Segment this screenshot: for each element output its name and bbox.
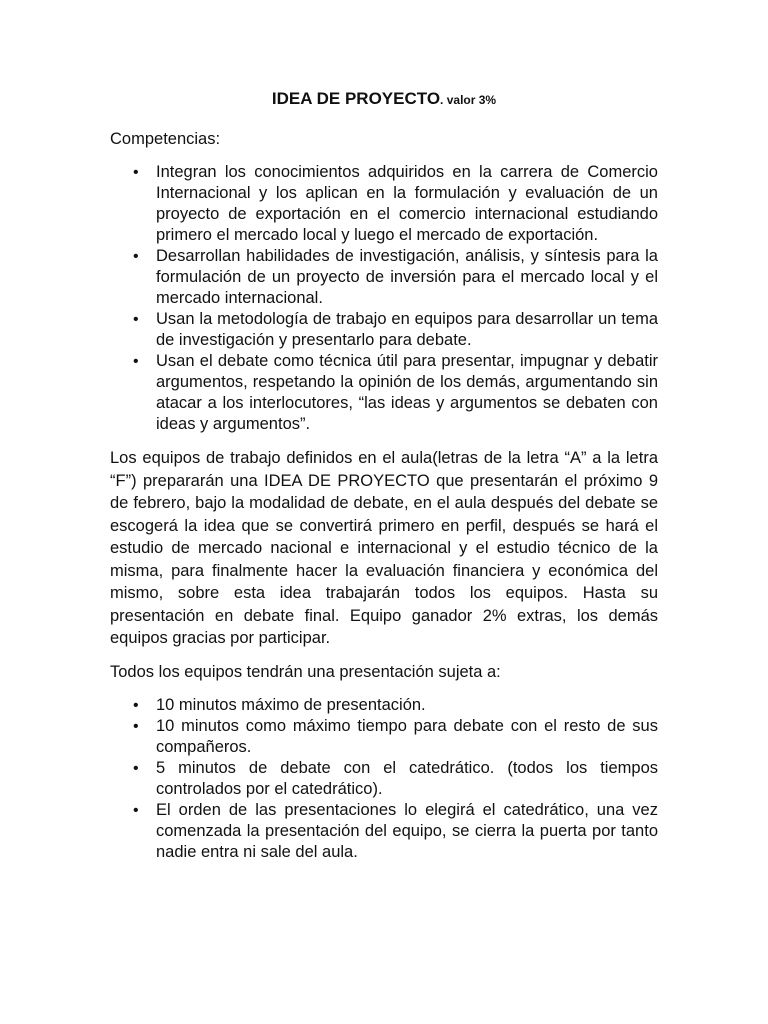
list-item [110, 716, 658, 758]
bullet-icon: • [133, 164, 139, 181]
bullet-icon: • [133, 717, 139, 735]
list-item-text: Integran los conocimientos adquiridos en la carrera de Comercio Internacional y los aplican en la formulación y evaluación de un proyecto de exportación en el comercio internacional estudiando primero el mercado local y luego el mercado de exportación. [156, 163, 658, 244]
bullet-icon: • [133, 696, 139, 714]
list-item [110, 800, 658, 863]
presentation-lead: Todos los equipos tendrán una presentación sujeta a: [110, 662, 501, 681]
bullet-icon: • [133, 353, 139, 370]
list-item-text: El orden de las presentaciones lo elegirá el catedrático, una vez comenzada la presentación del equipo, se cierra la puerta por tanto nadie entra ni sale del aula. [156, 800, 658, 861]
document-title-sub: . valor 3% [440, 93, 497, 107]
document-title-main: IDEA DE PROYECTO [271, 89, 441, 108]
presentation-rules-list [110, 695, 658, 863]
competencias-list [110, 162, 658, 435]
list-item [110, 246, 658, 309]
body-paragraph: Los equipos de trabajo definidos en el aula(letras de la letra “A” a la letra “F”) prepararán una IDEA DE PROYECTO que presentarán el próximo 9 de febrero, bajo la modalidad de debate, en el aula después del debate se escogerá la idea que se convertirá primero en perfil, después se hará el estudio de mercado nacional e internacional y el estudio técnico de la misma, para finalmente hacer la evaluación financiera y económica del mismo, sobre esta idea trabajarán todos los equipos. Hasta su presentación en debate final. Equipo ganador 2% extras, los demás equipos gracias por participar. [110, 449, 658, 647]
list-item [110, 695, 658, 716]
bullet-icon: • [133, 801, 139, 819]
bullet-icon: • [133, 311, 139, 328]
list-item [110, 309, 658, 351]
list-item [110, 162, 658, 246]
list-item [110, 351, 658, 435]
list-item-text: 10 minutos como máximo tiempo para debate con el resto de sus compañeros. [156, 716, 658, 756]
list-item-text: 10 minutos máximo de presentación. [156, 695, 426, 714]
list-item-text: Usan el debate como técnica útil para presentar, impugnar y debatir argumentos, respetando la opinión de los demás, argumentando sin atacar a los interlocutores, “las ideas y argumentos se debaten con ideas y argumentos”. [156, 352, 658, 433]
list-item-text: Desarrollan habilidades de investigación, análisis, y síntesis para la formulación de un proyecto de inversión para el mercado local y el mercado internacional. [156, 247, 658, 307]
list-item-text: 5 minutos de debate con el catedrático. (todos los tiempos controlados por el catedrático). [156, 758, 658, 798]
bullet-icon: • [133, 248, 139, 265]
document-title [110, 88, 658, 111]
list-item-text: Usan la metodología de trabajo en equipos para desarrollar un tema de investigación y presentarlo para debate. [156, 310, 658, 349]
bullet-icon: • [133, 759, 139, 777]
competencias-heading: Competencias: [110, 130, 221, 148]
list-item [110, 758, 658, 800]
